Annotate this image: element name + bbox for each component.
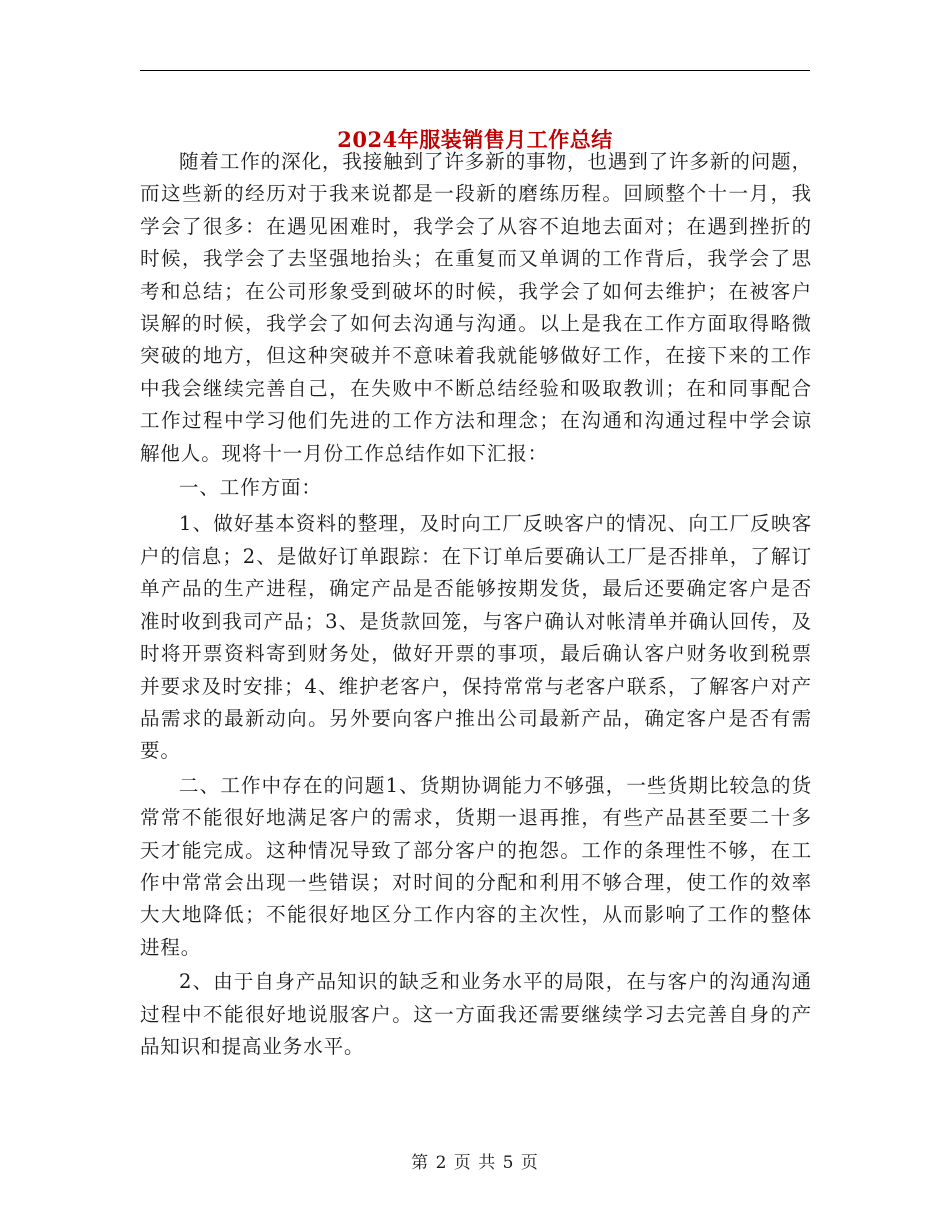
document-title: 2024年服装销售月工作总结 — [337, 127, 613, 153]
document-body — [140, 146, 812, 1065]
section-heading-work: 一、工作方面： — [179, 476, 322, 500]
knowledge-paragraph: 2、由于自身产品知识的缺乏和业务水平的局限，在与客户的沟通沟通过程中不能很好地说服客户。这一方面我还需要继续学习去完善自身的产品知识和提高业务水平。 — [140, 970, 812, 1058]
problems-paragraph: 二、工作中存在的问题1、货期协调能力不够强，一些货期比较急的货常常不能很好地满足客户的需求，货期一退再推，有些产品甚至要二十多天才能完成。这种情况导致了部分客户的抱怨。工作的条理性不够，在工作中常常会出现一些错误；对时间的分配和利用不够合理，使工作的效率大大地降低；不能很好地区分工作内容的主次性，从而影响了工作的整体进程。 — [140, 773, 812, 959]
page-number-footer: 第 2 页 共 5 页 — [411, 1153, 539, 1173]
header-rule — [140, 70, 810, 71]
work-items-paragraph: 1、做好基本资料的整理，及时向工厂反映客户的情况、向工厂反映客户的信息；2、是做好订单跟踪：在下订单后要确认工厂是否排单，了解订单产品的生产进程，确定产品是否能够按期发货，最后还要确定客户是否准时收到我司产品；3、是货款回笼，与客户确认对帐清单并确认回传，及时将开票资料寄到财务处，做好开票的事项，最后确认客户财务收到税票并要求及时安排；4、维护老客户，保持常常与老客户联系，了解客户对产品需求的最新动向。另外要向客户推出公司最新产品，确定客户是否有需要。 — [140, 512, 812, 763]
intro-paragraph: 随着工作的深化，我接触到了许多新的事物，也遇到了许多新的问题，而这些新的经历对于我来说都是一段新的磨练历程。回顾整个十一月，我学会了很多：在遇见困难时，我学会了从容不迫地去面对；在遇到挫折的时候，我学会了去坚强地抬头；在重复而又单调的工作背后，我学会了思考和总结；在公司形象受到破坏的时候，我学会了如何去维护；在被客户误解的时候，我学会了如何去沟通与沟通。以上是我在工作方面取得略微突破的地方，但这种突破并不意味着我就能够做好工作，在接下来的工作中我会继续完善自己，在失败中不断总结经验和吸取教训；在和同事配合工作过程中学习他们先进的工作方法和理念；在沟通和沟通过程中学会谅解他人。现将十一月份工作总结作如下汇报： — [140, 150, 812, 465]
